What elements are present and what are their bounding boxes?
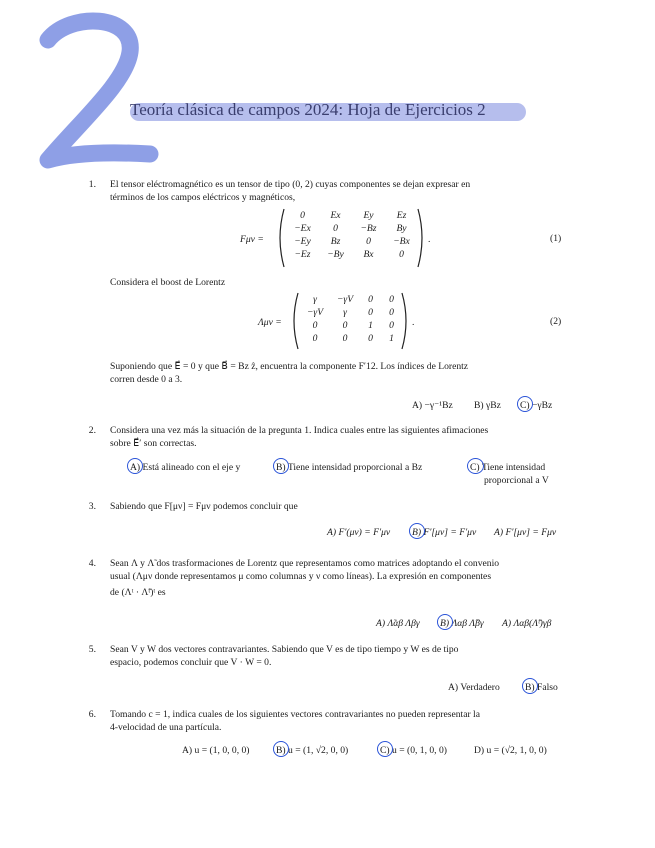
- q3-option-a[interactable]: A) F′(μν) = F′μν: [327, 527, 391, 538]
- q2-option-c[interactable]: C) Tiene intensidad: [470, 462, 546, 473]
- q5-option-a[interactable]: A) Verdadero: [448, 682, 500, 693]
- q6-text-line1: Tomando c = 1, indica cuales de los siguientes vectores contravariantes no pueden representar la: [110, 709, 480, 720]
- q3-option-a2[interactable]: A) F′[μν] = Fμν: [494, 527, 557, 538]
- eq2-cell: 0: [389, 294, 394, 305]
- eq2-cell: 0: [312, 333, 318, 344]
- q6-text-line2: 4-velocidad de una partícula.: [110, 722, 222, 733]
- q6-option-a[interactable]: A) u = (1, 0, 0, 0): [182, 745, 250, 756]
- eq2-tag: (2): [550, 316, 562, 327]
- eq2-cell: 0: [368, 294, 373, 305]
- eq1-matrix: [286, 210, 418, 266]
- eq1-cell: 0: [399, 249, 404, 260]
- eq2-period: .: [412, 317, 415, 328]
- q1-text-line4: corren desde 0 a 3.: [110, 374, 183, 385]
- q2-option-c-line2: proporcional a V: [484, 475, 549, 486]
- eq1-cell: 0: [300, 210, 305, 221]
- eq1-cell: 0: [333, 223, 338, 234]
- q1-text-line3: Suponiendo que E⃗ = 0 y que B⃗ = Bz ẑ, encuentra la componente F′12. Los índices de Lorentz: [110, 361, 469, 372]
- eq1-cell: −By: [327, 249, 344, 260]
- eq1-cell: −Ez: [294, 249, 311, 260]
- q6-option-c[interactable]: C) u = (0, 1, 0, 0): [380, 745, 447, 756]
- q4-text-line1: Sean Λ y Λ̃ dos trasformaciones de Lorentz que representamos como matrices adoptando el convenio: [110, 558, 500, 569]
- q2-selected-circle-b: [273, 458, 289, 474]
- q2-text-line1: Considera una vez más la situación de la pregunta 1. Indica cuales entre las siguientes afimaciones: [110, 425, 489, 436]
- eq2-cell: γ: [343, 307, 347, 318]
- page-title: Teoría clásica de campos 2024: Hoja de Ejercicios 2: [130, 100, 486, 119]
- eq2-cell: −γV: [336, 294, 354, 305]
- q3-number: 3.: [88, 501, 96, 512]
- eq2-cell: 0: [368, 333, 373, 344]
- eq2-cell: 0: [342, 320, 348, 331]
- eq2-matrix: [300, 294, 402, 348]
- q6-selected-circle-b: [273, 741, 289, 757]
- q4-selected-circle: [437, 614, 453, 630]
- eq1-cell: By: [396, 223, 407, 234]
- q1-boost-text: Considera el boost de Lorentz: [110, 277, 226, 288]
- q4-text-line2: usual (Λμν donde representamos μ como columnas y ν como líneas). La expresión en componentes: [110, 571, 492, 582]
- eq2-cell: 1: [389, 333, 394, 344]
- eq2-cell: 0: [389, 307, 394, 318]
- q3-option-b[interactable]: B) F′[μν] = F′μν: [412, 527, 477, 538]
- q5-selected-circle: [522, 678, 538, 694]
- q6-option-b[interactable]: B) u = (1, √2, 0, 0): [276, 745, 349, 756]
- q4-option-a[interactable]: A) Λ̃αβ Λβγ: [376, 618, 420, 629]
- eq2-cell: 0: [368, 307, 373, 318]
- eq2-lhs: Λμν =: [258, 317, 282, 328]
- q2-selected-circle-a: [127, 458, 143, 474]
- q2-option-b[interactable]: B) Tiene intensidad proporcional a Bz: [276, 462, 423, 473]
- q2-text-line2: sobre E⃗′ son correctas.: [110, 438, 197, 449]
- eq1-cell: −Bz: [360, 223, 377, 234]
- eq1-cell: −Bx: [393, 236, 410, 247]
- eq1-cell: Ex: [330, 210, 341, 221]
- eq1-period: .: [428, 234, 431, 245]
- eq1-tag: (1): [550, 233, 562, 244]
- q6-selected-circle-c: [377, 741, 393, 757]
- eq1-cell: Bx: [363, 249, 374, 260]
- q5-text-line2: espacio, podemos concluir que V · W = 0.: [110, 657, 272, 668]
- q4-number: 4.: [88, 558, 96, 569]
- eq1-lhs: Fμν =: [240, 234, 264, 245]
- q5-text-line1: Sean V y W dos vectores contravariantes. Sabiendo que V es de tipo tiempo y W es de tipo: [110, 644, 459, 655]
- eq1-cell: Bz: [330, 236, 341, 247]
- q1-option-b[interactable]: B) γBz: [474, 400, 501, 411]
- q6-number: 6.: [88, 709, 96, 720]
- eq1-cell: −Ex: [294, 223, 311, 234]
- q6-option-d[interactable]: D) u = (√2, 1, 0, 0): [474, 745, 547, 756]
- q1-number: 1.: [88, 179, 96, 190]
- q4-option-b[interactable]: B) Λαβ Λ̃βγ: [440, 618, 484, 629]
- eq1-cell: −Ey: [294, 236, 311, 247]
- eq2-cell: 1: [368, 320, 373, 331]
- q2-number: 2.: [88, 425, 96, 436]
- q5-option-b[interactable]: B) Falso: [525, 682, 558, 693]
- q4-text-line3: de (Λᵗ · Λ̃ᵗ)ᵗ es: [110, 587, 166, 598]
- q4-option-a2[interactable]: A) Λαβ(Λ̃ᵗ)γβ: [502, 618, 552, 629]
- q1-option-a[interactable]: A) −γ⁻¹Bz: [412, 400, 453, 411]
- eq2-cell: γ: [313, 294, 317, 305]
- q1-option-c[interactable]: C) −γBz: [520, 400, 553, 411]
- q2-option-a[interactable]: A) Está alineado con el eje y: [130, 462, 241, 473]
- q3-text-line1: Sabiendo que F[μν] = Fμν podemos concluir que: [110, 501, 298, 512]
- q2-selected-circle-c: [467, 458, 484, 474]
- q1-selected-circle: [517, 396, 533, 412]
- handwritten-number-2: [30, 12, 160, 172]
- q1-text-line2: términos de los campos eléctricos y magnéticos,: [110, 192, 296, 203]
- eq2-cell: 0: [342, 333, 348, 344]
- q3-selected-circle: [409, 523, 425, 539]
- eq1-cell: Ez: [396, 210, 407, 221]
- q5-number: 5.: [88, 644, 96, 655]
- eq2-cell: 0: [389, 320, 394, 331]
- eq2-cell: −γV: [306, 307, 324, 318]
- eq2-cell: 0: [312, 320, 318, 331]
- q1-text-line1: El tensor eléctromagnético es un tensor de tipo (0, 2) cuyas componentes se dejan expresar en: [110, 179, 471, 190]
- eq1-cell: Ey: [363, 210, 374, 221]
- eq1-cell: 0: [366, 236, 371, 247]
